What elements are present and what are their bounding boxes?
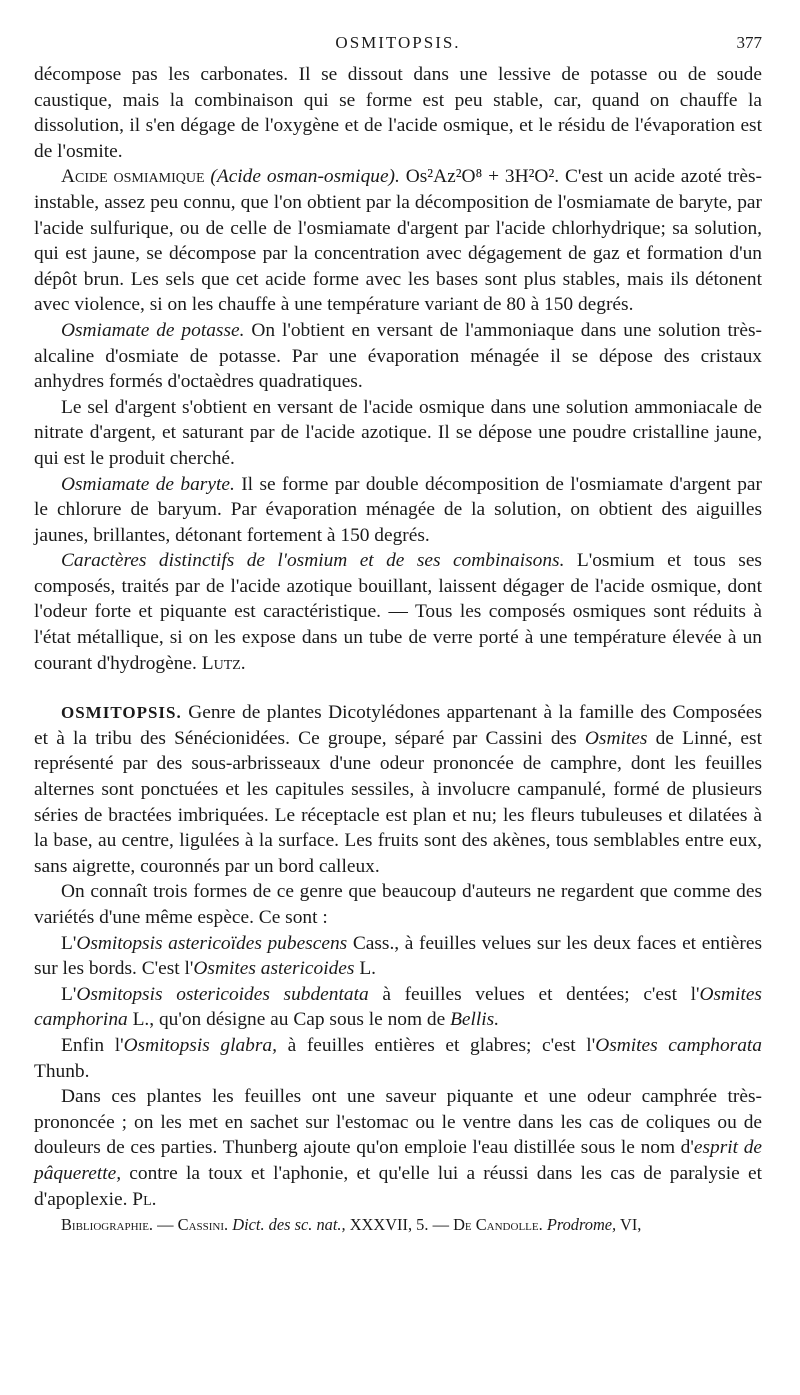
form-2-name: Osmitopsis ostericoides subdentata: [76, 983, 369, 1005]
forms-intro-text: On connaît trois formes de ce genre que beaucoup d'auteurs ne regardent que comme des variétés d'une même espèce. Ce sont :: [34, 881, 762, 928]
forms-intro-paragraph: [34, 879, 762, 930]
bibliography-ref-1: XXXVII, 5.: [349, 1215, 429, 1235]
usage-esprit: esprit de pâquerette,: [34, 1137, 762, 1184]
baryte-label: Osmiamate de baryte.: [61, 473, 235, 495]
osmiamate-potasse-paragraph: [34, 318, 762, 395]
form-3-paragraph: [34, 1033, 762, 1084]
bibliography-author-2: De Candolle.: [453, 1215, 543, 1235]
form-3-prefix: Enfin l': [61, 1034, 124, 1056]
bibliography-work-2: Prodrome,: [546, 1215, 617, 1235]
form-3-end: Thunb.: [34, 1060, 90, 1082]
acide-text: C'est un acide azoté très-instable, assez peu connu, que l'on obtient par la décomposition de l'osmiamate de baryte, par l'acide sulfurique, ou de celle de l'osmiamate d'argent par l'acide chlorhydrique; sa solution, qui est jaune, se décompose par la concentration avec dégagement de gaz et formation d'un dépôt brun. Les sels que cet acide forme avec les bases sont plus stables, mais ils détonent avec violence, si on les chauffe à une température variant de 80 à 150 degrés.: [34, 166, 762, 316]
acide-label: Acide osmiamique: [61, 166, 205, 188]
argent-text: Le sel d'argent s'obtient en versant de l'acide osmique dans une solution ammoniacale de nitrate d'argent, et saturant par de l'acide azotique. Il se dépose une poudre cristalline jaune, qui est le produit cherché.: [34, 396, 762, 469]
page-header: [34, 30, 762, 56]
caracteres-paragraph: [34, 548, 762, 676]
usage-text-1: Dans ces plantes les feuilles ont une saveur piquante et une odeur camphrée très-prononcée ; on les met en sachet sur l'estomac ou le ventre dans les cas de coliques ou de douleurs de ces parties. Thunberg ajoute qu'on emploie l'eau distillée sous le nom d': [34, 1086, 762, 1159]
form-1-name: Osmitopsis astericoïdes pubescens: [76, 932, 348, 954]
entry-title: OSMITOPSIS.: [61, 703, 182, 723]
intro-osmites: Osmites: [584, 727, 648, 749]
article-separator: [34, 676, 762, 700]
osmiamate-baryte-paragraph: [34, 472, 762, 549]
intro-text-1: Genre de plantes Dicotylédones appartenant à la famille des Composées et à la tribu des Sénécionidées. Ce groupe, séparé par Cassini des: [34, 702, 762, 749]
page-number: 377: [736, 33, 762, 52]
potasse-text: On l'obtient en versant de l'ammoniaque dans une solution très-alcaline d'osmiate de potasse. Par une évaporation ménagée il se dépose des cristaux anhydres formés d'octaèdres quadratiques.: [34, 319, 762, 393]
form-2-synonym: Osmites camphorina: [34, 983, 762, 1031]
continuation-text: décompose pas les carbonates. Il se dissout dans une lessive de potasse ou de soude caustique, mais la combinaison qui se forme est peu stable, car, quand on chauffe la dissolution, il s'en dégage de l'oxygène et de l'acide osmique, et le résidu de l'évaporation est de l'osmite.: [34, 64, 762, 162]
form-3-name: Osmitopsis glabra,: [123, 1034, 277, 1056]
form-1-paragraph: [34, 931, 762, 982]
osmium-continuation-paragraph: [34, 62, 762, 164]
acide-formula: Os²Az²O⁸ + 3H²O².: [405, 166, 560, 188]
running-title: OSMITOPSIS.: [335, 33, 461, 52]
bibliography-label: Bibliographie.: [61, 1215, 154, 1235]
form-2-text: à feuilles velues et dentées; c'est l': [382, 983, 700, 1005]
author-signature-pl: Pl.: [132, 1188, 157, 1210]
author-signature-lutz: Lutz.: [201, 652, 246, 674]
caracteres-text: L'osmium et tous ses composés, traités par de l'acide azotique bouillant, laissent dégager de l'acide osmique, dont l'odeur forte et piquante est caractéristique. — Tous les composés osmiques sont réduits à l'état métallique, si on les expose dans un tube de verre porté à une température élevée à un courant d'hydrogène.: [34, 550, 762, 674]
bibliography-dash-2: —: [432, 1215, 449, 1235]
intro-text-2: de Linné, est représenté par des sous-arbrisseaux d'une odeur prononcée de camphre, dont les feuilles alternes sont ponctuées et les capitules sessiles, à involucre campanulé, formé de plusieurs séries de bractées imbriquées. Le réceptacle est plan et nu; les fleurs tubuleuses et dilatées à la base, au centre, ligulées à la surface. Les fruits sont des akènes, tous semblables entre eux, sans aigrette, couronnés par un bord calleux.: [34, 727, 762, 877]
osmitopsis-intro-paragraph: [34, 700, 762, 879]
usage-text-2: contre la toux et l'aphonie, et qu'elle lui a réussi dans les cas de paralysie et d'apoplexie.: [34, 1162, 762, 1210]
body-text: [34, 62, 762, 1238]
form-2-local-name: Bellis.: [450, 1009, 500, 1031]
potasse-label: Osmiamate de potasse.: [61, 319, 245, 341]
form-3-synonym: Osmites camphorata: [595, 1034, 763, 1056]
form-2-prefix: L': [61, 983, 77, 1005]
bibliography: [34, 1212, 762, 1238]
sel-argent-paragraph: [34, 395, 762, 472]
form-2-paragraph: [34, 982, 762, 1033]
bibliography-work-1: Dict. des sc. nat.,: [232, 1215, 346, 1235]
baryte-text: Il se forme par double décomposition de l'osmiamate d'argent par le chlorure de baryum. Par évaporation ménagée de la solution, on obtient des aiguilles jaunes, brillantes, détonant fortement à 150 degrés.: [34, 473, 762, 546]
form-1-text: Cass., à feuilles velues sur les deux faces et entières sur les bords. C'est l': [34, 932, 762, 980]
form-1-prefix: L': [61, 932, 77, 954]
bibliography-author-1: Cassini.: [177, 1215, 229, 1235]
form-1-synonym: Osmites astericoides: [193, 958, 355, 980]
caracteres-label: Caractères distinctifs de l'osmium et de ses combinaisons.: [61, 550, 565, 572]
acide-alt-name: (Acide osman-osmique).: [210, 166, 400, 188]
usage-paragraph: [34, 1084, 762, 1212]
form-3-text: à feuilles entières et glabres; c'est l': [287, 1034, 596, 1056]
bibliography-ref-2: VI,: [619, 1215, 642, 1235]
form-2-text-2: L., qu'on désigne au Cap sous le nom de: [132, 1009, 446, 1031]
bibliography-dash-1: —: [157, 1215, 174, 1235]
form-1-end: L.: [359, 958, 377, 980]
acide-osmiamique-paragraph: [34, 164, 762, 318]
